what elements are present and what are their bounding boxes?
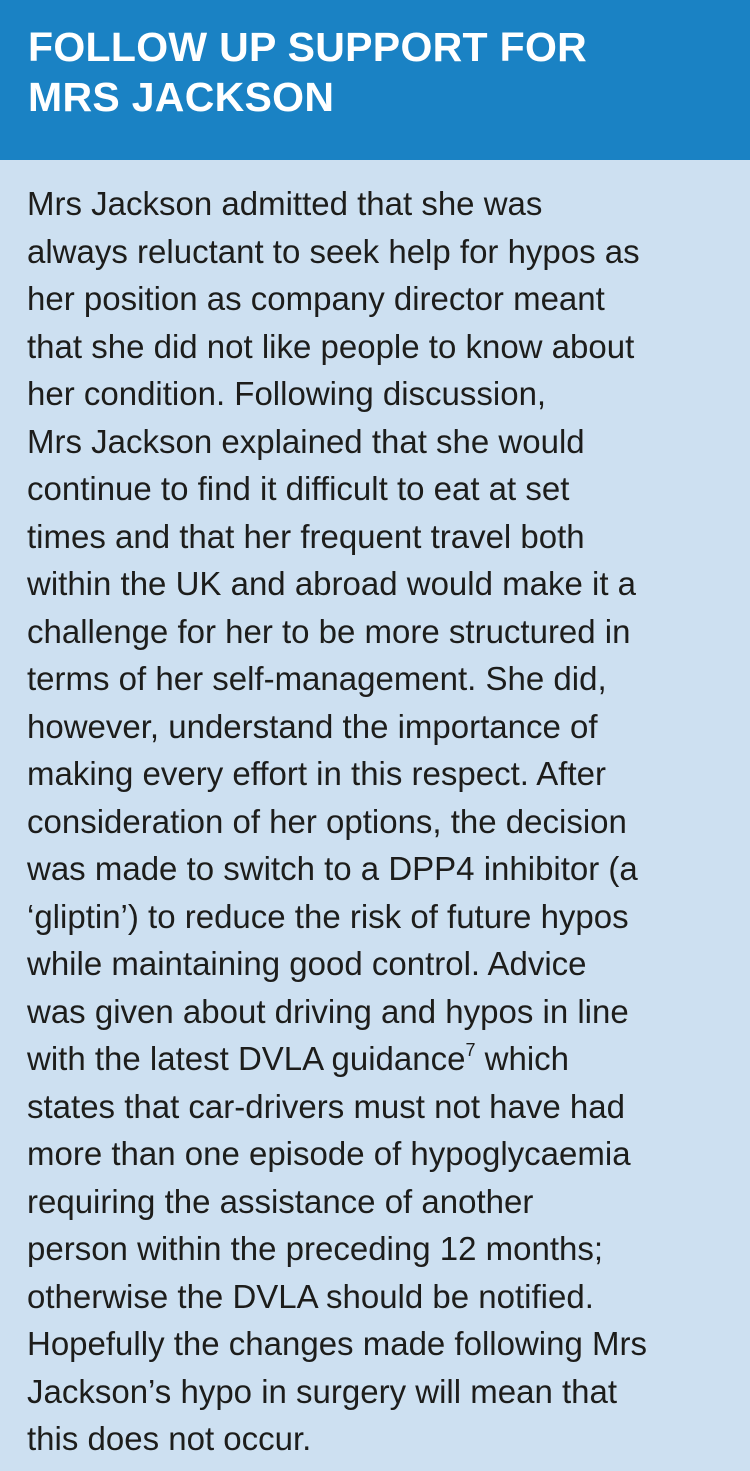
box-title-line-2: MRS JACKSON — [28, 74, 335, 120]
body-line: Jackson’s hypo in surgery will mean that — [27, 1372, 618, 1410]
body-line: states that car-drivers must not have had — [27, 1087, 625, 1125]
body-line: challenge for her to be more structured in — [27, 612, 631, 650]
body-line: ‘gliptin’) to reduce the risk of future hypos — [27, 897, 629, 935]
body-line: otherwise the DVLA should be notified. — [27, 1277, 594, 1315]
body-line: within the UK and abroad would make it a — [27, 565, 637, 602]
body-line: that she did not like people to know about — [27, 327, 635, 365]
body-line-tail: which — [475, 1040, 570, 1077]
body-line: Hopefully the changes made following Mrs — [27, 1325, 647, 1362]
body-line: always reluctant to seek help for hypos as — [27, 232, 640, 270]
body-line: person within the preceding 12 months; — [27, 1230, 604, 1267]
box-header — [0, 0, 750, 160]
body-line: making every effort in this respect. After — [27, 755, 606, 792]
body-line: more than one episode of hypoglycaemia — [27, 1135, 631, 1172]
body-line: consideration of her options, the decision — [27, 802, 627, 840]
body-line: continue to find it difficult to eat at set — [27, 470, 570, 507]
body-line: was made to switch to a DPP4 inhibitor (a — [27, 850, 638, 887]
body-line: her position as company director meant — [27, 280, 605, 317]
body-line: this does not occur. — [27, 1420, 312, 1457]
citation-superscript: 7 — [465, 1040, 476, 1060]
body-line-text: with the latest DVLA guidance — [27, 1040, 466, 1077]
body-line: however, understand the importance of — [27, 707, 598, 745]
box-body-text — [0, 180, 750, 1463]
body-line: was given about driving and hypos in line — [27, 992, 629, 1030]
body-line: times and that her frequent travel both — [27, 517, 585, 555]
body-line: Mrs Jackson admitted that she was — [27, 185, 543, 222]
body-line: while maintaining good control. Advice — [27, 945, 587, 982]
body-line: terms of her self-management. She did, — [27, 660, 607, 697]
box-title-line-1: FOLLOW UP SUPPORT FOR — [28, 24, 588, 70]
body-line: Mrs Jackson explained that she would — [27, 422, 585, 460]
body-line: requiring the assistance of another — [27, 1182, 534, 1220]
body-line-with-citation — [27, 1035, 750, 1083]
body-line: her condition. Following discussion, — [27, 375, 547, 412]
